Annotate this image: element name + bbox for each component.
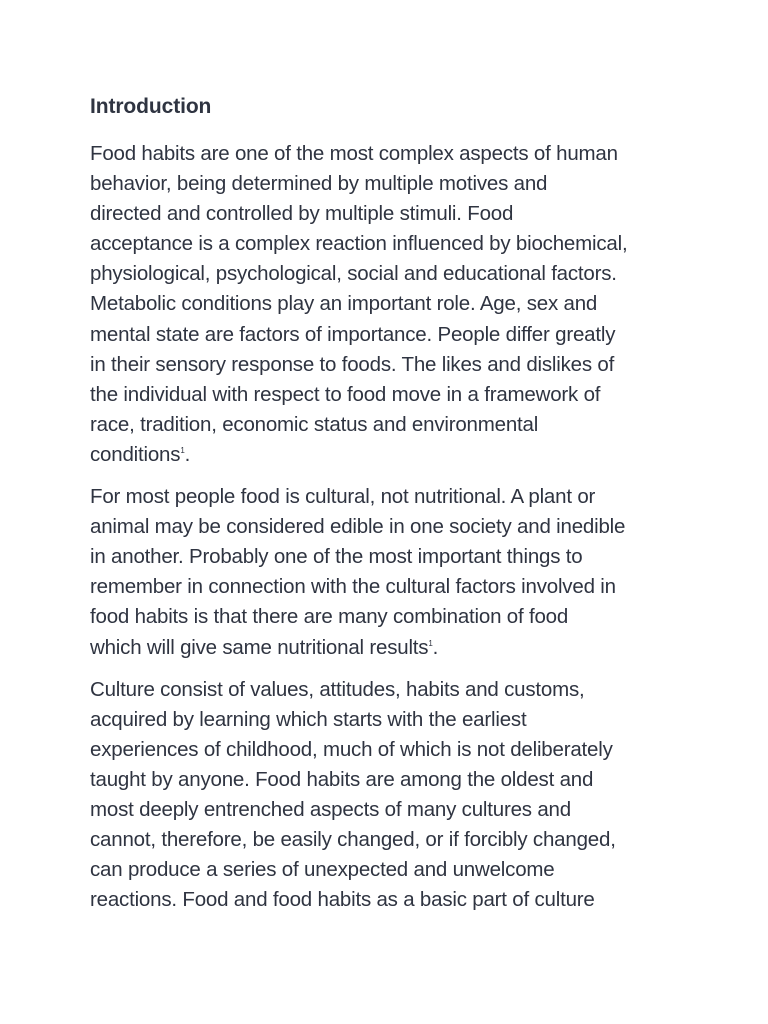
- section-heading: Introduction: [90, 95, 212, 118]
- text-line: cannot, therefore, be easily changed, or if forcibly changed,: [90, 828, 616, 852]
- end-punctuation: .: [432, 635, 439, 659]
- text-line: Metabolic conditions play an important role. Age, sex and: [90, 292, 598, 316]
- text-line: the individual with respect to food move in a framework of: [90, 382, 601, 406]
- text-line: Food habits are one of the most complex aspects of human: [90, 142, 618, 165]
- text-line: most deeply entrenched aspects of many cultures and: [90, 797, 571, 821]
- text-line: physiological, psychological, social and educational factors.: [90, 262, 617, 286]
- text-line: Culture consist of values, attitudes, habits and customs,: [90, 677, 585, 701]
- text-line: remember in connection with the cultural factors involved in: [90, 575, 616, 599]
- text-line: animal may be considered edible in one society and inedible: [90, 515, 626, 539]
- paragraph-1: [90, 139, 678, 470]
- end-punctuation: .: [184, 442, 191, 466]
- text-line: experiences of childhood, much of which is not deliberately: [90, 737, 613, 761]
- text-line: food habits is that there are many combination of food: [90, 605, 569, 629]
- text-line: mental state are factors of importance. People differ greatly: [90, 322, 616, 346]
- text-fragment: which will give same nutritional results: [90, 635, 429, 659]
- text-line: acceptance is a complex reaction influenced by biochemical,: [90, 232, 628, 256]
- text-line: in another. Probably one of the most important things to: [90, 545, 583, 569]
- text-line: in their sensory response to foods. The likes and dislikes of: [90, 352, 615, 376]
- text-line-last: [90, 440, 678, 470]
- text-line: acquired by learning which starts with the earliest: [90, 707, 527, 731]
- text-line: directed and controlled by multiple stimuli. Food: [90, 202, 514, 226]
- paragraph-3: [90, 675, 678, 916]
- text-line-last: [90, 633, 678, 663]
- text-line: race, tradition, economic status and environmental: [90, 412, 539, 436]
- citation-superscript: 1: [428, 638, 433, 648]
- text-fragment: conditions: [90, 442, 181, 466]
- text-line: can produce a series of unexpected and unwelcome: [90, 858, 555, 882]
- text-line: taught by anyone. Food habits are among the oldest and: [90, 767, 594, 791]
- text-line: behavior, being determined by multiple motives and: [90, 172, 548, 196]
- text-line: reactions. Food and food habits as a basic part of culture: [90, 888, 595, 912]
- text-line: For most people food is cultural, not nutritional. A plant or: [90, 485, 596, 509]
- citation-superscript: 1: [180, 445, 185, 455]
- paragraph-2: [90, 482, 678, 663]
